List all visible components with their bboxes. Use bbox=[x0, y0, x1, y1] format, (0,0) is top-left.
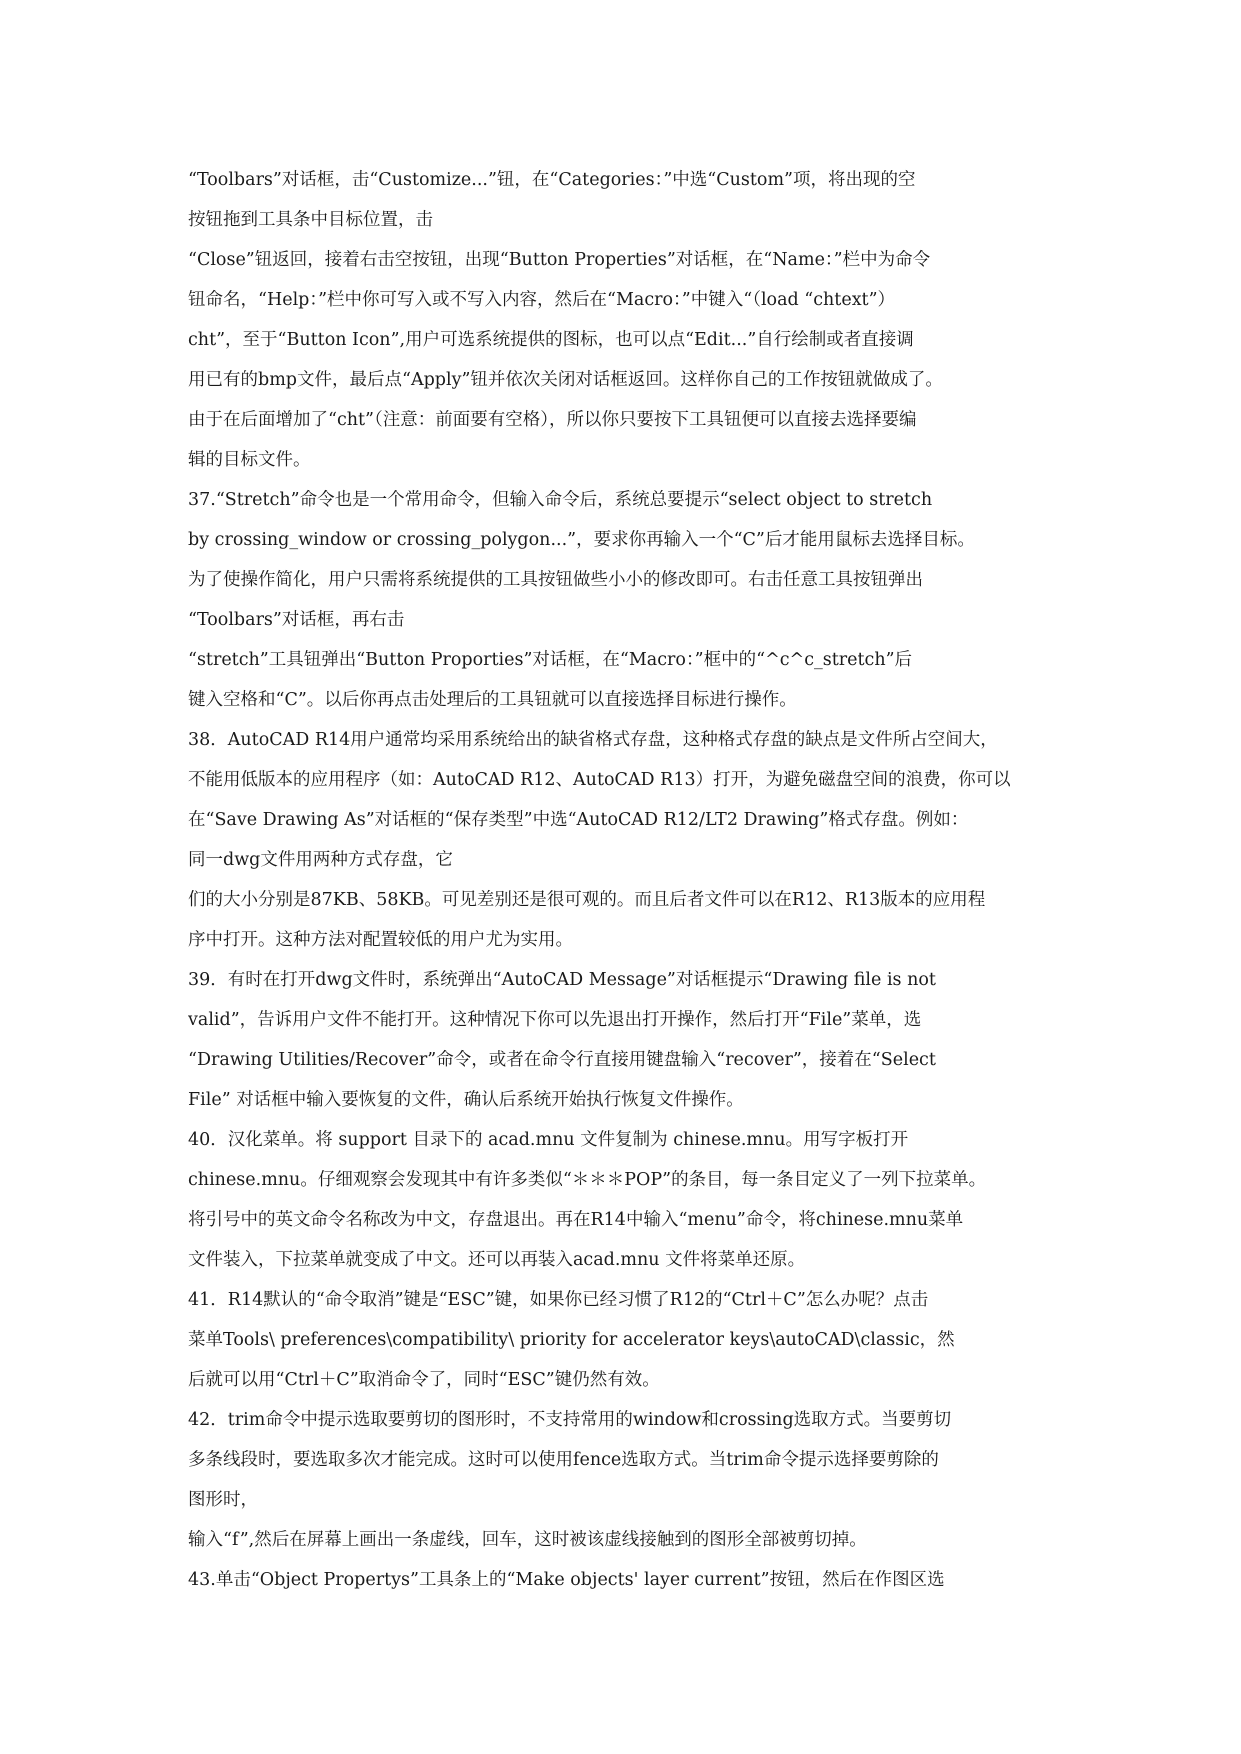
text-line: “Toolbars”对话框，再右击 bbox=[188, 610, 405, 630]
text-line: 38．AutoCAD R14用户通常均采用系统给出的缺省格式存盘，这种格式存盘的缺点是文件所占空间大， bbox=[188, 730, 998, 750]
text-line: 43.单击“Object Propertys”工具条上的“Make objects' layer current”按钮，然后在作图区选 bbox=[188, 1570, 945, 1590]
text-line: 在“Save Drawing As”对话框的“保存类型”中选“AutoCAD R12/LT2 Drawing”格式存盘。例如： bbox=[188, 810, 969, 830]
text-line: “Toolbars”对话框，击“Customize...”钮，在“Categories：”中选“Custom”项，将出现的空 bbox=[188, 170, 916, 190]
text-line: 多条线段时，要选取多次才能完成。这时可以使用fence选取方式。当trim命令提示选择要剪除的 bbox=[188, 1450, 939, 1470]
text-line: 为了使操作简化，用户只需将系统提供的工具按钮做些小小的修改即可。右击任意工具按钮弹出 bbox=[188, 570, 923, 590]
text-line: 们的大小分别是87KB、58KB。可见差别还是很可观的。而且后者文件可以在R12、R13版本的应用程 bbox=[188, 890, 986, 910]
text-line: 后就可以用“Ctrl＋C”取消命令了，同时“ESC”键仍然有效。 bbox=[188, 1370, 660, 1390]
text-line: chinese.mnu。仔细观察会发现其中有许多类似“＊＊＊POP”的条目，每一条目定义了一列下拉菜单。 bbox=[188, 1170, 987, 1190]
text-line: by crossing_window or crossing_polygon...”，要求你再输入一个“C”后才能用鼠标去选择目标。 bbox=[188, 530, 975, 550]
text-line: 由于在后面增加了“cht”（注意：前面要有空格），所以你只要按下工具钮便可以直接去选择要编 bbox=[188, 410, 917, 430]
text-line: 钮命名，“Help：”栏中你可写入或不写入内容，然后在“Macro：”中键入“（load “chtext”） bbox=[188, 290, 896, 310]
text-line: 辑的目标文件。 bbox=[188, 450, 311, 470]
text-line: 文件装入，下拉菜单就变成了中文。还可以再装入acad.mnu 文件将菜单还原。 bbox=[188, 1250, 806, 1270]
text-line: 39．有时在打开dwg文件时，系统弹出“AutoCAD Message”对话框提示“Drawing file is not bbox=[188, 970, 936, 990]
text-line: 菜单Tools\ preferences\compatibility\ priority for accelerator keys\autoCAD\classic，然 bbox=[188, 1330, 955, 1350]
text-line: File” 对话框中输入要恢复的文件，确认后系统开始执行恢复文件操作。 bbox=[188, 1090, 744, 1110]
text-line: 键入空格和“C”。以后你再点击处理后的工具钮就可以直接选择目标进行操作。 bbox=[188, 690, 797, 710]
text-line: 用已有的bmp文件，最后点“Apply”钮并依次关闭对话框返回。这样你自己的工作按钮就做成了。 bbox=[188, 370, 943, 390]
text-line: 同一dwg文件用两种方式存盘，它 bbox=[188, 850, 453, 870]
text-line: “stretch”工具钮弹出“Button Proporties”对话框，在“Macro：”框中的“^c^c_stretch”后 bbox=[188, 650, 913, 670]
text-line: 37.“Stretch”命令也是一个常用命令，但输入命令后，系统总要提示“select object to stretch bbox=[188, 490, 933, 510]
text-line: 40．汉化菜单。将 support 目录下的 acad.mnu 文件复制为 chinese.mnu。用写字板打开 bbox=[188, 1130, 909, 1150]
text-line: 将引号中的英文命令名称改为中文，存盘退出。再在R14中输入“menu”命令，将chinese.mnu菜单 bbox=[188, 1210, 964, 1230]
text-line: 图形时， bbox=[188, 1490, 258, 1510]
text-line: “Close”钮返回，接着右击空按钮，出现“Button Properties”对话框，在“Name：”栏中为命令 bbox=[188, 250, 931, 270]
text-line: 输入“f”,然后在屏幕上画出一条虚线，回车，这时被该虚线接触到的图形全部被剪切掉。 bbox=[188, 1530, 867, 1550]
text-line: 按钮拖到工具条中目标位置，击 bbox=[188, 210, 433, 230]
text-line: “Drawing Utilities/Recover”命令，或者在命令行直接用键盘输入“recover”，接着在“Select bbox=[188, 1050, 936, 1070]
text-line: 41．R14默认的“命令取消”键是“ESC”键，如果你已经习惯了R12的“Ctrl＋C”怎么办呢？点击 bbox=[188, 1290, 929, 1310]
text-line: 序中打开。这种方法对配置较低的用户尤为实用。 bbox=[188, 930, 573, 950]
text-line: 不能用低版本的应用程序（如：AutoCAD R12、AutoCAD R13）打开，为避免磁盘空间的浪费，你可以 bbox=[188, 770, 1011, 790]
text-line: valid”，告诉用户文件不能打开。这种情况下你可以先退出打开操作，然后打开“File”菜单，选 bbox=[188, 1010, 922, 1030]
body-text bbox=[188, 160, 1068, 1600]
text-line: 42．trim命令中提示选取要剪切的图形时，不支持常用的window和crossing选取方式。当要剪切 bbox=[188, 1410, 952, 1430]
text-line: cht”，至于“Button Icon”,用户可选系统提供的图标，也可以点“Edit...”自行绘制或者直接调 bbox=[188, 330, 914, 350]
